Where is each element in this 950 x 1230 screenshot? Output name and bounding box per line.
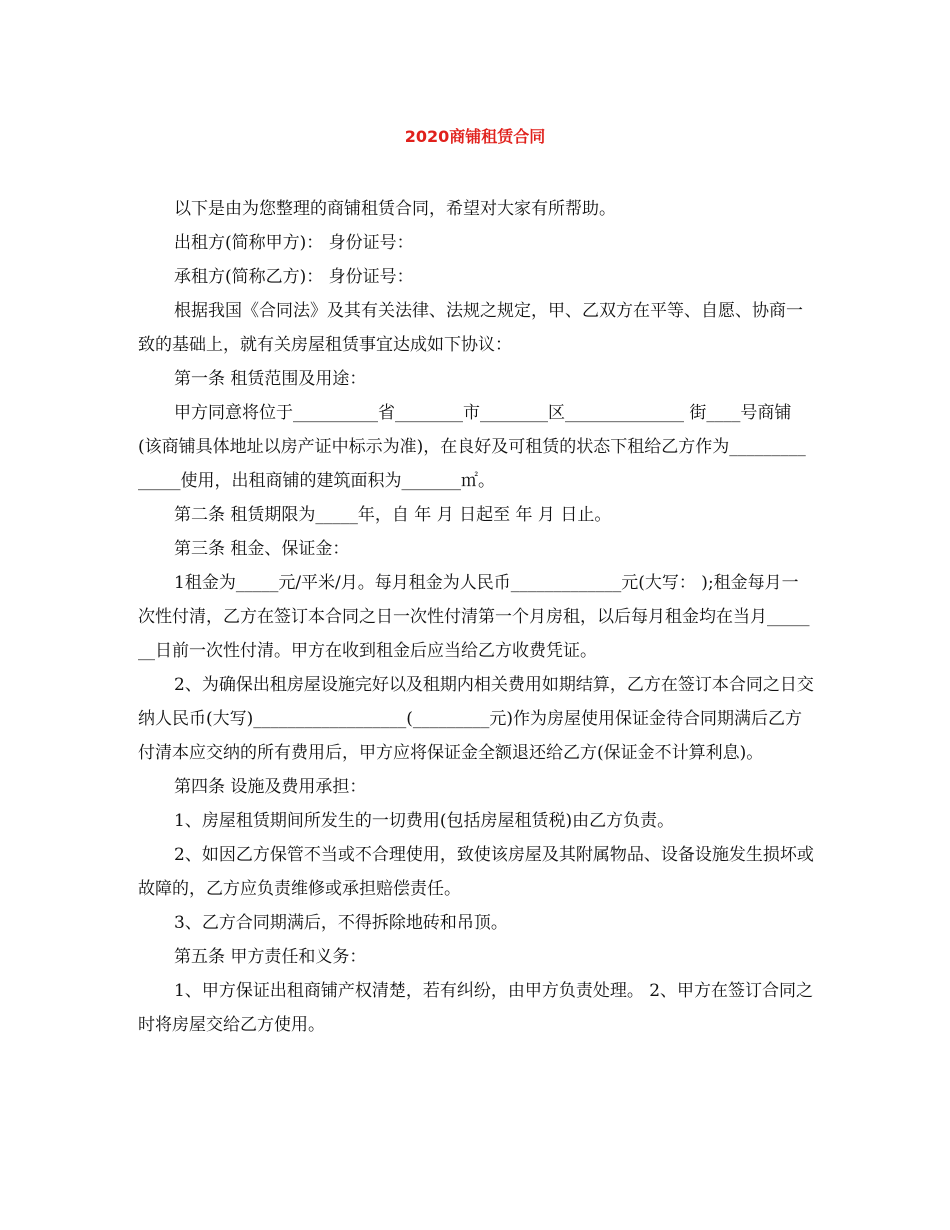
paragraph-lessee: 承租方(简称乙方)： 身份证号： [174,267,414,287]
article-1-heading: 第一条 租赁范围及用途： [174,369,367,389]
article-4-item-1: 1、房屋租赁期间所发生的一切费用(包括房屋租赁税)由乙方负责。 [174,811,675,831]
paragraph-lessor: 出租方(简称甲方)： 身份证号： [174,233,414,253]
document-title: 2020商铺租赁合同 [404,127,546,146]
article-4-item-2: 2、如因乙方保管不当或不合理使用，致使该房屋及其附属物品、设备设施发生损坏或故障的，乙方应负责维修或承担赔偿责任。 [138,845,814,899]
paragraph-preamble: 根据我国《合同法》及其有关法律、法规之规定，甲、乙双方在平等、自愿、协商一致的基础上，就有关房屋租赁事宜达成如下协议： [138,301,803,355]
article-1-body: 甲方同意将位于__________省________市________区______________ 街____号商铺(该商铺具体地址以房产证中标示为准)，在良好及可租赁的状态下租给乙方作为______________使用，出租商铺的建筑面积为_______㎡。 [138,403,806,491]
paragraph-intro: 以下是由为您整理的商铺租赁合同，希望对大家有所帮助。 [174,199,616,219]
article-3-heading: 第三条 租金、保证金： [174,539,350,559]
article-2-body: 第二条 租赁期限为_____年，自 年 月 日起至 年 月 日止。 [174,505,612,525]
article-3-item-1: 1租金为_____元/平米/月。每月租金为人民币_____________元(大写： );租金每月一次性付清，乙方在签订本合同之日一次性付清第一个月房租，以后每月租金均在当月_______日前一次性付清。甲方在收到租金后应当给乙方收费凭证。 [138,573,810,661]
article-4-item-3: 3、乙方合同期满后，不得拆除地砖和吊顶。 [174,913,508,933]
article-3-item-2: 2、为确保出租房屋设施完好以及租期内相关费用如期结算，乙方在签订本合同之日交纳人民币(大写)__________________(_________元)作为房屋使用保证金待合同期满后乙方付清本应交纳的所有费用后，甲方应将保证金全额退还给乙方(保证金不计算利息)。 [138,675,814,763]
article-5-heading: 第五条 甲方责任和义务： [174,947,367,967]
document-body [138,192,814,1042]
article-5-item-1: 1、甲方保证出租商铺产权清楚，若有纠纷，由甲方负责处理。 2、甲方在签订合同之时将房屋交给乙方使用。 [138,981,814,1035]
article-4-heading: 第四条 设施及费用承担： [174,777,367,797]
